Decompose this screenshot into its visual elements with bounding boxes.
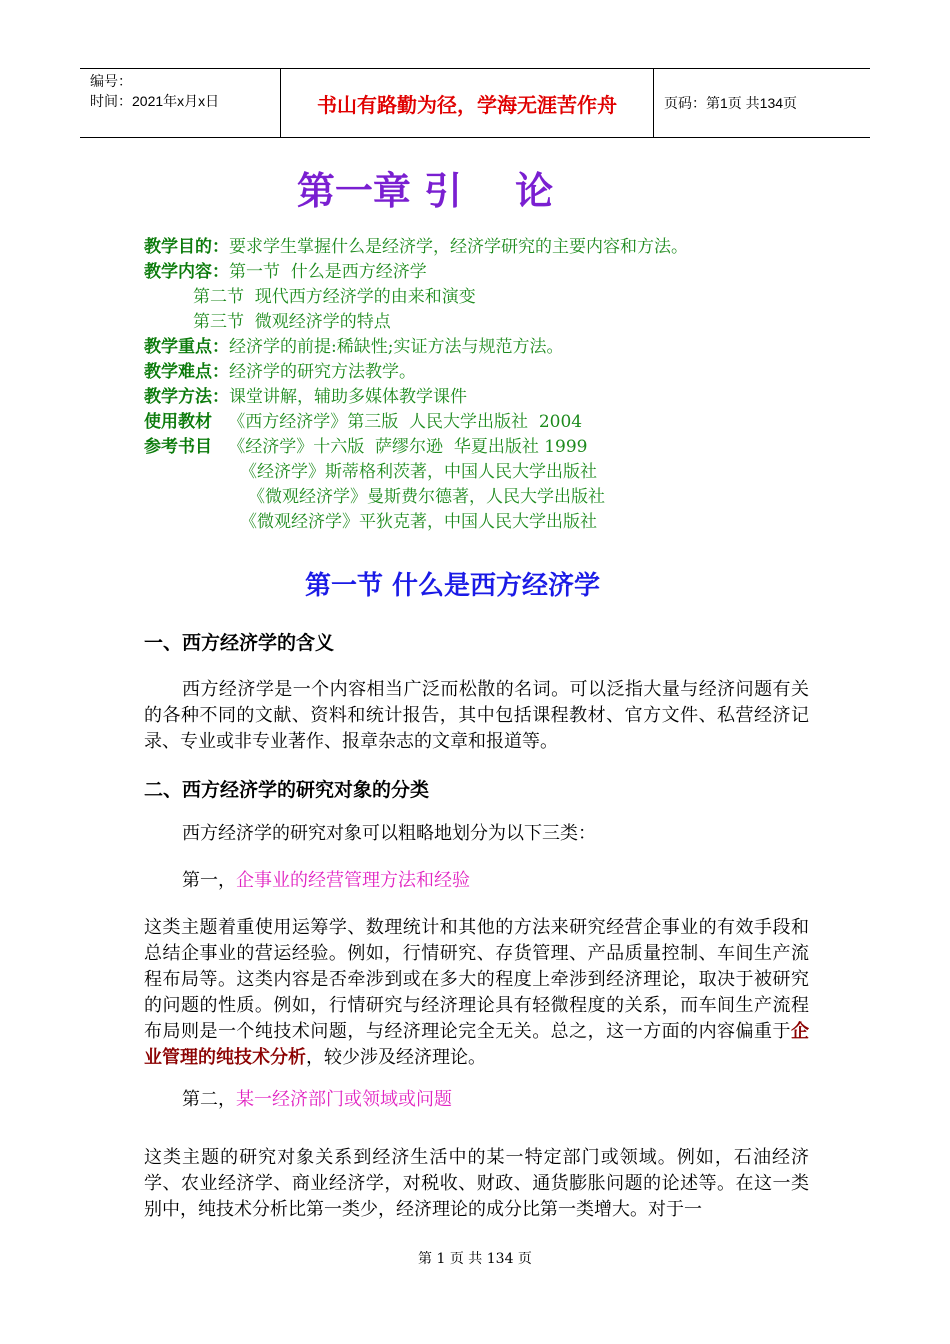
first-paragraph xyxy=(144,915,809,1071)
first-para-a: 这类主题着重使用运筹学、数理统计和其他的方法来研究经营企事业的有效手段和总结企事业的营运经验。例如，行情研究、存货管理、产品质量控制、车间生产流程布局等。这类内容是否牵涉到或在多大的程度上牵涉到经济理论，取决于被研究的问题的性质。例如，行情研究与经济理论具有轻微程度的关系，而车间生产流程布局则是一个纯技术问题，与经济理论完全无关。总之，这一方面的内容偏重于 xyxy=(144,917,809,1042)
difficulty-line xyxy=(144,360,416,385)
header-meta-cell xyxy=(80,69,281,137)
content-item-3: 第三节 微观经济学的特点 xyxy=(193,312,391,332)
content-label: 教学内容： xyxy=(144,262,229,282)
textbook-text: 《西方经济学》第三版 人民大学出版社 2004 xyxy=(212,412,583,432)
second-prefix: 第二， xyxy=(182,1089,236,1110)
key-text: 经济学的前提:稀缺性;实证方法与规范方法。 xyxy=(229,337,564,357)
second-category xyxy=(144,1087,809,1113)
sub2-heading: 二、西方经济学的研究对象的分类 xyxy=(144,779,430,801)
header-motto: 书山有路勤为径，学海无涯苦作舟 xyxy=(281,69,654,137)
first-category xyxy=(144,868,809,894)
content-item-2: 第二节 现代西方经济学的由来和演变 xyxy=(193,287,476,307)
section-title: 第一节 什么是西方经济学 xyxy=(304,571,601,601)
key-line xyxy=(144,335,563,360)
reference-1: 《经济学》十六版 萨缪尔逊 华夏出版社 1999 xyxy=(212,437,588,457)
reference-label: 参考书目 xyxy=(144,437,212,457)
reference-2: 《经济学》斯蒂格利茨著，中国人民大学出版社 xyxy=(240,462,597,482)
difficulty-label: 教学难点： xyxy=(144,362,229,382)
first-prefix: 第一， xyxy=(182,870,236,891)
method-text: 课堂讲解，辅助多媒体教学课件 xyxy=(229,387,467,407)
second-topic: 某一经济部门或领域或问题 xyxy=(236,1089,452,1110)
first-topic: 企事业的经营管理方法和经验 xyxy=(236,870,470,891)
page-header xyxy=(80,68,870,138)
chapter-title: 第一章 引 论 xyxy=(296,168,554,213)
first-para-emphasis: 企业管理的纯技术分析 xyxy=(144,1021,809,1068)
goal-line xyxy=(144,235,688,260)
first-para-b: ，较少涉及经济理论。 xyxy=(306,1047,486,1068)
reference-3: 《微观经济学》曼斯费尔德著，人民大学出版社 xyxy=(248,487,605,507)
goal-text: 要求学生掌握什么是经济学，经济学研究的主要内容和方法。 xyxy=(229,237,688,257)
textbook-label: 使用教材 xyxy=(144,412,212,432)
difficulty-text: 经济学的研究方法教学。 xyxy=(229,362,416,382)
content-line xyxy=(144,260,427,285)
sub1-paragraph: 西方经济学是一个内容相当广泛而松散的名词。可以泛指大量与经济问题有关的各种不同的文献、资料和统计报告，其中包括课程教材、官方文件、私营经济记录、专业或非专业著作、报章杂志的文章和报道等。 xyxy=(144,679,809,752)
reference-4: 《微观经济学》平狄克著，中国人民大学出版社 xyxy=(240,512,597,532)
method-line xyxy=(144,385,467,410)
reference-line xyxy=(144,435,588,460)
content-item-1: 第一节 什么是西方经济学 xyxy=(229,262,427,282)
sub2-intro: 西方经济学的研究对象可以粗略地划分为以下三类： xyxy=(182,823,596,844)
key-label: 教学重点： xyxy=(144,337,229,357)
goal-label: 教学目的： xyxy=(144,237,229,257)
number-label: 编号： xyxy=(90,73,132,89)
textbook-line xyxy=(144,410,582,435)
page-footer: 第 1 页 共 134 页 xyxy=(418,1251,532,1267)
sub1-heading: 一、西方经济学的含义 xyxy=(144,632,335,654)
header-page-info: 页码：第1页 共134页 xyxy=(664,95,798,111)
method-label: 教学方法： xyxy=(144,387,229,407)
second-paragraph: 这类主题的研究对象关系到经济生活中的某一特定部门或领域。例如，石油经济学、农业经济学、商业经济学，对税收、财政、通货膨胀问题的论述等。在这一类别中，纯技术分析比第一类少，经济理论的成分比第一类增大。对于一 xyxy=(144,1147,809,1220)
time-label: 时间：2021年x月x日 xyxy=(90,93,220,109)
